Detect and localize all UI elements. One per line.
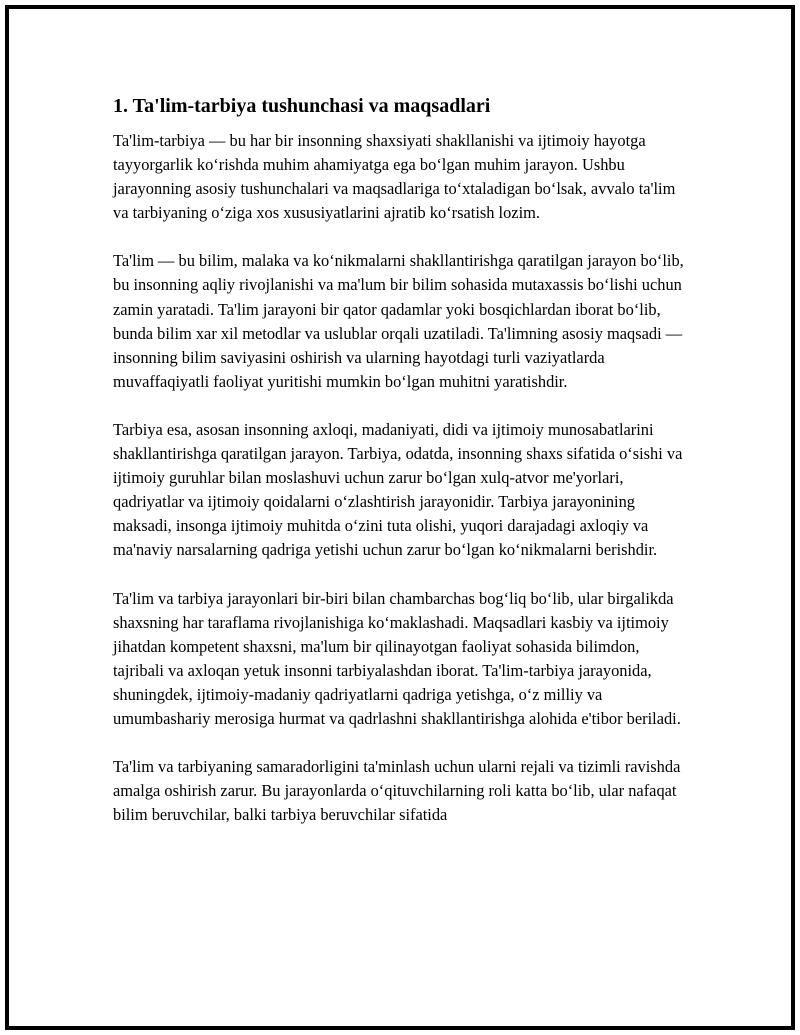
section-heading: 1. Ta'lim-tarbiya tushunchasi va maqsadlari <box>113 95 491 117</box>
document-body <box>113 92 693 851</box>
paragraph-intro: Ta'lim-tarbiya — bu har bir insonning shaxsiyati shakllanishi va ijtimoiy hayotga tayyorgarlik ko‘rishda muhim ahamiyatga ega bo‘lgan muhim jarayon. Ushbu jarayonning asosiy tushunchalari va maqsadlariga to‘xtaladigan bo‘lsak, avvalo ta'lim va tarbiyaning o‘ziga xos xususiyatlarini ajratib ko‘rsatish lozim. <box>113 131 676 223</box>
paragraph-relation: Ta'lim va tarbiya jarayonlari bir-biri bilan chambarchas bog‘liq bo‘lib, ular birgalikda shaxsning har taraflama rivojlanishiga ko‘maklashadi. Maqsadlari kasbiy va ijtimoiy jihatdan kompetent shaxsni, ma'lum bir qilinayotgan faoliyat sohasida bilimdon, tajribali va axloqan yetuk insonni tarbiyalashdan iborat. Ta'lim-tarbiya jarayonida, shuningdek, ijtimoiy-madaniy qadriyatlarni qadriga yetishga, o‘z milliy va umumbashariy merosiga hurmat va qadrlashni shakllantirishga alohida e'tibor beriladi. <box>113 588 681 728</box>
paragraph-tarbiya: Tarbiya esa, asosan insonning axloqi, madaniyati, didi va ijtimoiy munosabatlarini shakllantirishga qaratilgan jarayon. Tarbiya, odatda, insonning shaxs sifatida o‘sishi va ijtimoiy guruhlar bilan moslashuvi uchun zarur bo‘lgan xulq-atvor me'yorlari, qadriyatlar va ijtimoiy qoidalarni o‘zlashtirish jarayonidir. Tarbiya jarayonining maksadi, insonga ijtimoiy muhitda o‘zini tuta olishi, yuqori darajadagi axloqiy va ma'naviy narsalarning qadriga yetishi uchun zarur bo‘lgan ko‘nikmalarni berishdir. <box>113 419 683 560</box>
paragraph-talim: Ta'lim — bu bilim, malaka va ko‘nikmalarni shakllantirishga qaratilgan jarayon bo‘lib, bu insonning aqliy rivojlanishi va ma'lum bir bilim sohasida mutaxassis bo‘lishi uchun zamin yaratadi. Ta'lim jarayoni bir qator qadamlar yoki bosqichlardan iborat bo‘lib, bunda bilim xar xil metodlar va uslublar orqali uzatiladi. Ta'limning asosiy maqsadi — insonning bilim saviyasini oshirish va ularning hayotdagi turli vaziyatlarda muvaffaqiyatli faoliyat yuritishi mumkin bo‘lgan muhitni yaratishdir. <box>113 251 684 391</box>
paragraph-effectiveness: Ta'lim va tarbiyaning samaradorligini ta'minlash uchun ularni rejali va tizimli ravishda amalga oshirish zarur. Bu jarayonlarda o‘qituvchilarning roli katta bo‘lib, ular nafaqat bilim beruvchilar, balki tarbiya beruvchilar sifatida <box>113 757 681 825</box>
